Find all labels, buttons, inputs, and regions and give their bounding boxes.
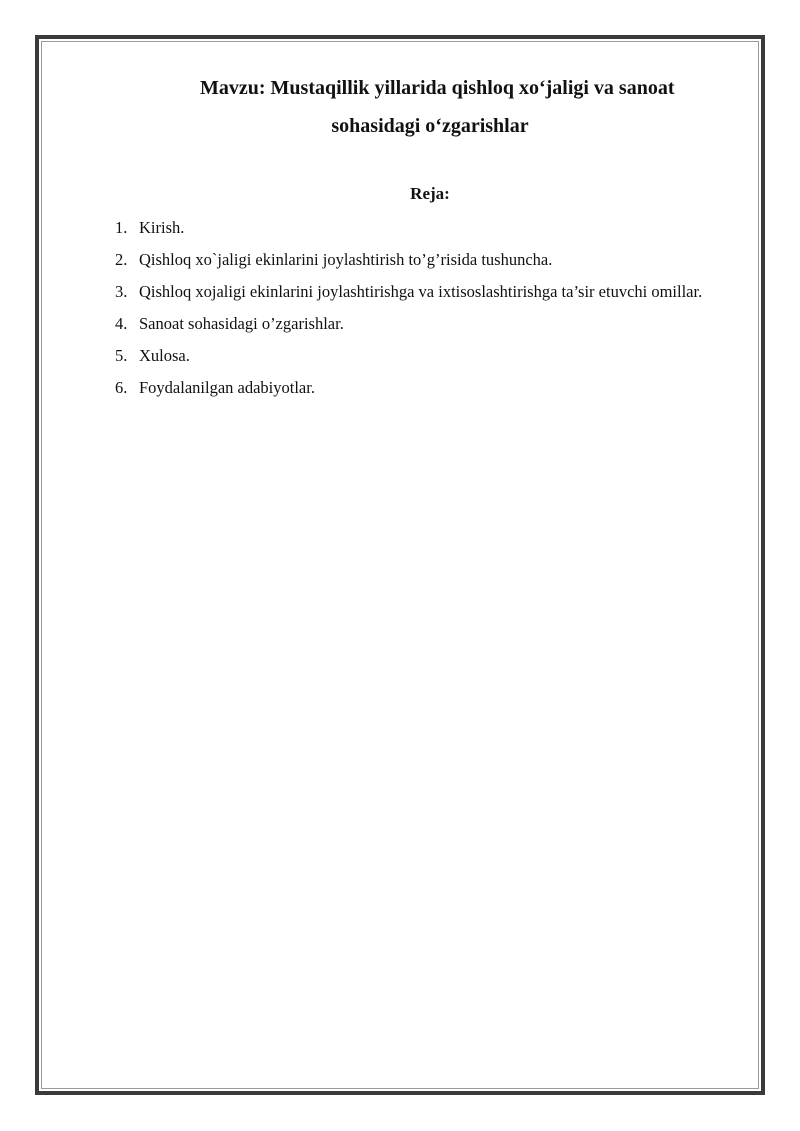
- plan-item: [115, 340, 740, 372]
- plan-item-number: 5.: [115, 346, 128, 365]
- plan-item-text: Xulosa.: [139, 346, 190, 365]
- plan-item-number: 3.: [115, 282, 128, 301]
- plan-item: [115, 244, 740, 276]
- plan-item-number: 2.: [115, 250, 128, 269]
- plan-heading: Reja:: [410, 184, 450, 203]
- document-title-line-2: sohasidagi o‘zgarishlar: [331, 115, 529, 137]
- plan-item: [115, 308, 740, 340]
- plan-item-number: 6.: [115, 378, 128, 397]
- plan-item-text: Qishloq xo`jaligi ekinlarini joylashtirish to’g’risida tushuncha.: [139, 250, 553, 269]
- plan-item-text: Qishloq xojaligi ekinlarini joylashtirishga va ixtisoslashtirishga ta’sir etuvchi omillar.: [139, 282, 703, 301]
- plan-item-text: Foydalanilgan adabiyotlar.: [139, 378, 315, 397]
- plan-item: [115, 212, 740, 244]
- plan-item-text: Sanoat sohasidagi o’zgarishlar.: [139, 314, 344, 333]
- plan-list: [115, 212, 740, 404]
- plan-item: [115, 372, 740, 404]
- plan-item-text: Kirish.: [139, 218, 185, 237]
- plan-item: [115, 276, 740, 308]
- plan-item-number: 4.: [115, 314, 128, 333]
- plan-item-number: 1.: [115, 218, 128, 237]
- document-title-line-1: Mavzu: Mustaqillik yillarida qishloq xo‘jaligi va sanoat: [200, 77, 675, 99]
